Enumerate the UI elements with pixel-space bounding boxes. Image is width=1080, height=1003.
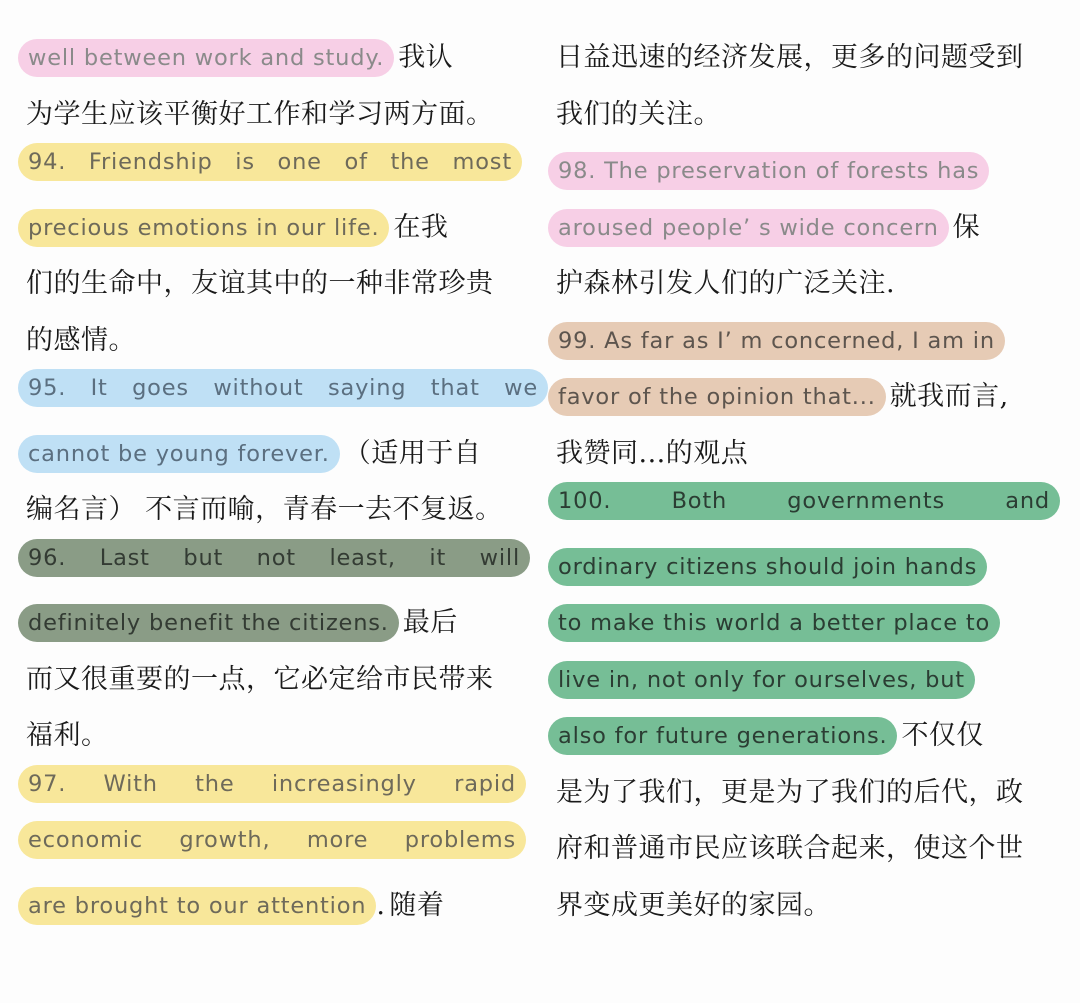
- text-line: [548, 878, 1048, 935]
- text-line: [18, 143, 518, 200]
- text-line: [18, 87, 518, 144]
- chinese-text: 我们的关注。: [556, 98, 721, 130]
- text-line: [18, 652, 518, 709]
- right-column: [548, 30, 1048, 934]
- text-line: [548, 652, 1048, 709]
- word: more: [306, 827, 369, 853]
- word: 100.: [558, 488, 612, 514]
- chinese-text: 们的生命中，友谊其中的一种非常珍贵: [26, 268, 494, 300]
- highlight-green: to make this world a better place to: [548, 604, 1000, 642]
- text-line: [548, 313, 1048, 370]
- chinese-text: 为学生应该平衡好工作和学习两方面。: [26, 98, 494, 130]
- text-line: [548, 200, 1048, 257]
- word: problems: [404, 827, 516, 853]
- word: and: [1005, 488, 1050, 514]
- chinese-text: 我认: [398, 42, 454, 74]
- chinese-text: 最后: [402, 607, 458, 639]
- chinese-text: 护森林引发人们的广泛关注.: [556, 268, 896, 300]
- text-line: [548, 482, 1048, 539]
- highlight-yellow: [18, 821, 526, 859]
- word: will: [479, 544, 520, 571]
- highlight-yellow: [18, 143, 522, 181]
- text-line: [548, 765, 1048, 822]
- chinese-text: 编名言） 不言而喻，青春一去不复返。: [26, 494, 503, 526]
- highlight-pink: 98. The preservation of forests has: [548, 152, 989, 190]
- text-line: [18, 482, 518, 539]
- highlight-tan: favor of the opinion that...: [548, 378, 886, 416]
- word: rapid: [454, 770, 516, 797]
- word: it: [429, 544, 447, 571]
- text-line: [18, 30, 518, 87]
- text-line: [18, 765, 518, 822]
- highlight-olive: definitely benefit the citizens.: [18, 604, 399, 642]
- chinese-text: 保: [952, 211, 981, 243]
- period: .: [376, 889, 386, 921]
- text-line: [18, 878, 518, 935]
- highlight-yellow: are brought to our attention: [18, 887, 376, 925]
- word: without: [213, 375, 304, 401]
- chinese-text: 福利。: [26, 720, 109, 752]
- chinese-text: 的感情。: [26, 324, 136, 356]
- word: Friendship: [88, 149, 213, 175]
- text-line: [18, 708, 518, 765]
- word: With: [103, 770, 158, 797]
- word: 97.: [28, 770, 67, 797]
- word: not: [256, 544, 296, 571]
- highlight-green: live in, not only for ourselves, but: [548, 661, 975, 699]
- chinese-text: 就我而言,: [889, 381, 1009, 413]
- highlight-blue: cannot be young forever.: [18, 435, 340, 473]
- text-line: [18, 200, 518, 257]
- text-line: [18, 539, 518, 596]
- word: Both: [671, 488, 728, 514]
- word: goes: [132, 375, 189, 401]
- highlight-blue: [18, 369, 548, 407]
- word: It: [90, 375, 108, 401]
- highlight-green: [548, 482, 1060, 520]
- word: governments: [787, 488, 945, 514]
- word: saying: [327, 375, 407, 401]
- highlight-pink: well between work and study.: [18, 39, 394, 77]
- highlight-pink: aroused people’ s wide concern: [548, 209, 949, 247]
- text-line: [18, 313, 518, 370]
- highlight-yellow: [18, 765, 526, 803]
- word: the: [390, 149, 430, 175]
- word: the: [195, 770, 235, 797]
- text-line: [548, 143, 1048, 200]
- word: 94.: [28, 149, 67, 175]
- highlight-green: ordinary citizens should join hands: [548, 548, 987, 586]
- word: Last: [99, 544, 150, 571]
- text-line: [18, 369, 538, 426]
- text-line: [548, 821, 1048, 878]
- word: increasingly: [271, 770, 417, 797]
- chinese-text: 在我: [393, 211, 449, 243]
- word: 95.: [28, 375, 67, 401]
- text-line: [18, 256, 518, 313]
- word: that: [430, 375, 480, 401]
- word: of: [344, 149, 368, 175]
- chinese-text: 府和普通市民应该联合起来，使这个世: [556, 833, 1024, 865]
- text-line: [548, 256, 1048, 313]
- text-line: [548, 87, 1048, 144]
- text-line: [548, 30, 1048, 87]
- text-line: [548, 595, 1048, 652]
- word: one: [277, 149, 322, 175]
- highlight-green: also for future generations.: [548, 717, 897, 755]
- highlight-olive: [18, 539, 530, 577]
- left-column: [18, 30, 538, 934]
- chinese-text: 而又很重要的一点，它必定给市民带来: [26, 663, 494, 695]
- chinese-text: （适用于自: [343, 437, 482, 469]
- word: is: [235, 149, 255, 175]
- word: but: [183, 544, 224, 571]
- text-line: [548, 369, 1048, 426]
- chinese-text: 不仅仅: [901, 720, 984, 752]
- chinese-text: 界变成更美好的家园。: [556, 889, 831, 921]
- word: growth,: [179, 827, 271, 853]
- text-line: [18, 426, 518, 483]
- highlight-tan: 99. As far as I’ m concerned, I am in: [548, 322, 1005, 360]
- chinese-text: 是为了我们，更是为了我们的后代，政: [556, 776, 1024, 808]
- chinese-text: 随着: [389, 889, 445, 921]
- text-line: [548, 426, 1048, 483]
- text-line: [18, 595, 518, 652]
- text-line: [548, 708, 1048, 765]
- chinese-text: 日益迅速的经济发展，更多的问题受到: [556, 42, 1024, 74]
- word: least,: [329, 544, 396, 571]
- word: we: [504, 375, 538, 401]
- chinese-text: 我赞同...的观点: [556, 437, 749, 469]
- word: most: [452, 149, 512, 175]
- word: economic: [28, 827, 143, 853]
- word: 96.: [28, 544, 67, 571]
- text-line: [18, 821, 518, 878]
- highlight-yellow: precious emotions in our life.: [18, 209, 389, 247]
- text-line: [548, 539, 1048, 596]
